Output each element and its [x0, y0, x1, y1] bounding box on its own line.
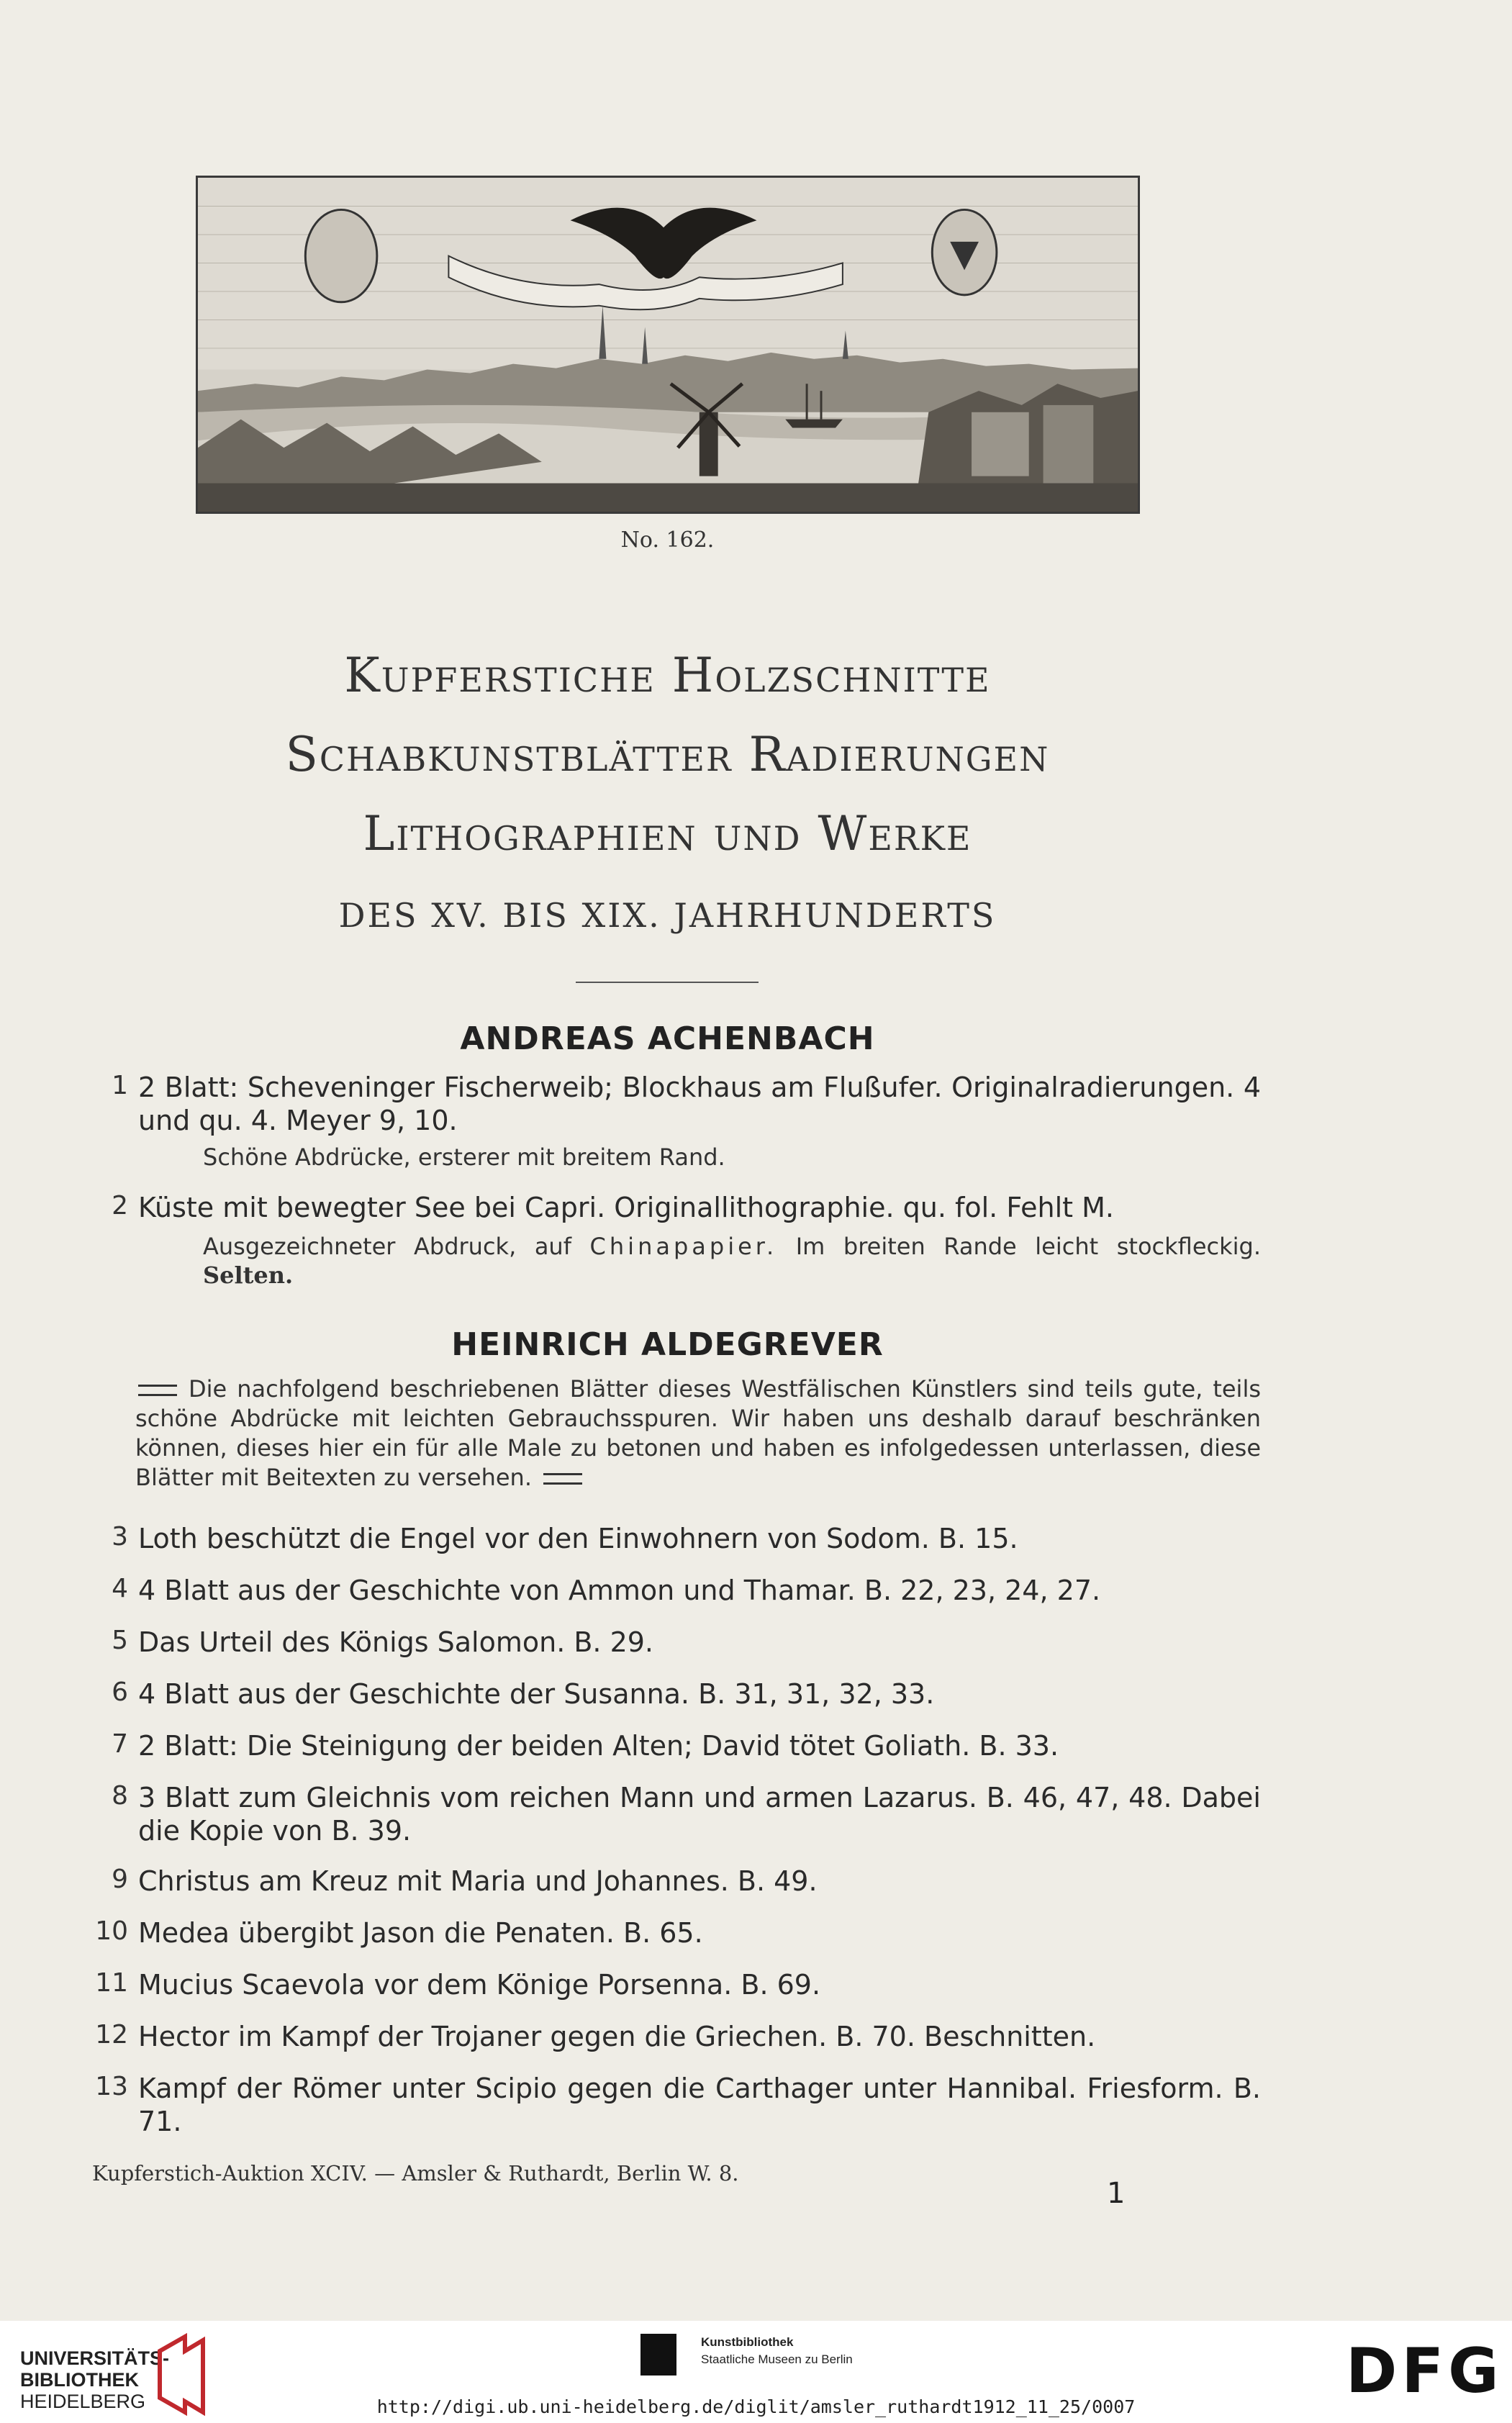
double-rule-icon: [138, 1385, 177, 1396]
kb-line: Kunstbibliothek: [701, 2335, 794, 2349]
artist-heading-achenbach: ANDREAS ACHENBACH: [460, 1020, 875, 1057]
entry-number: 13: [95, 2072, 128, 2101]
entry-number: 8: [112, 1781, 128, 1811]
engraving-image: [198, 178, 1138, 512]
entry-number: 7: [112, 1729, 128, 1759]
intro-text: Die nachfolgend beschriebenen Blätter dieses Westfälischen Künstlers sind teils gute, teils schöne Abdrücke mit leichten Gebrauchsspuren. Wir haben uns deshalb darauf beschränken können, dieses hier ein für alle Male zu betonen und haben es infolgedessen unterlassen, diese Blätter mit Beitexten zu versehen.: [135, 1375, 1261, 1491]
entry-number: 1: [112, 1071, 128, 1100]
entry-text: 4 Blatt aus der Geschichte von Ammon und Thamar. B. 22, 23, 24, 27.: [138, 1575, 1101, 1606]
ub-logo-line: UNIVERSITÄTS-: [20, 2347, 170, 2369]
entry-text: Hector im Kampf der Trojaner gegen die Griechen. B. 70. Beschnitten.: [138, 2021, 1096, 2052]
title-divider: [576, 982, 759, 983]
note-rare-mark: Selten.: [203, 1262, 294, 1289]
kunstbibliothek-label: [701, 2334, 853, 2368]
title-line-3: Lithographien und Werke: [363, 806, 972, 861]
dfg-logo[interactable]: DFG: [1346, 2335, 1503, 2407]
page-number: 1: [1107, 2177, 1126, 2210]
entry-text: Loth beschützt die Engel vor den Einwohnern von Sodom. B. 15.: [138, 1523, 1018, 1554]
permalink-url[interactable]: http://digi.ub.uni-heidelberg.de/diglit/amsler_ruthardt1912_11_25/0007: [376, 2396, 1136, 2417]
entry-text: Das Urteil des Königs Salomon. B. 29.: [138, 1626, 654, 1658]
note-part: Im breiten Rande leicht stockfleckig.: [795, 1233, 1262, 1260]
entry-text: 4 Blatt aus der Geschichte der Susanna. B. 31, 31, 32, 33.: [138, 1678, 935, 1710]
entry-number: 11: [95, 1968, 128, 1998]
title-line-2: Schabkunstblätter Radierungen: [285, 727, 1050, 782]
entry-number: 9: [112, 1865, 128, 1894]
entry-text: Christus am Kreuz mit Maria und Johannes. B. 49.: [138, 1865, 818, 1897]
entry-text: 2 Blatt: Die Steinigung der beiden Alten; David tötet Goliath. B. 33.: [138, 1730, 1059, 1762]
title-line-4: DES XV. BIS XIX. JAHRHUNDERTS: [338, 896, 997, 935]
entry-note: [203, 1232, 1261, 1290]
entry-number: 4: [112, 1574, 128, 1603]
entry-text: Medea übergibt Jason die Penaten. B. 65.: [138, 1917, 703, 1949]
entry-text: Küste mit bewegter See bei Capri. Originallithographie. qu. fol. Fehlt M.: [138, 1192, 1114, 1223]
kb-line: Staatliche Museen zu Berlin: [701, 2352, 853, 2366]
section-intro: [135, 1374, 1261, 1493]
entry-number: 12: [95, 2020, 128, 2050]
auction-imprint: Kupferstich-Auktion XCIV. — Amsler & Ruthardt, Berlin W. 8.: [92, 2161, 739, 2186]
note-part-spaced: Chinapapier.: [589, 1233, 778, 1260]
title-line-1: Kupferstiche Holzschnitte: [344, 648, 991, 703]
note-part: Ausgezeichneter Abdruck, auf: [203, 1233, 571, 1260]
entry-number: 2: [112, 1191, 128, 1220]
entry-number: 3: [112, 1522, 128, 1552]
entry-number: 5: [112, 1626, 128, 1655]
entry-text: Mucius Scaevola vor dem Könige Porsenna. B. 69.: [138, 1969, 821, 2001]
ub-logo-line: BIBLIOTHEK: [20, 2369, 139, 2391]
kunstbibliothek-logo-icon[interactable]: [640, 2334, 676, 2376]
ub-logo-line: HEIDELBERG: [20, 2391, 146, 2412]
entry-number: 6: [112, 1677, 128, 1707]
entry-text: 3 Blatt zum Gleichnis vom reichen Mann und armen Lazarus. B. 46, 47, 48. Dabei die Kopie von B. 39.: [138, 1782, 1261, 1847]
entry-text: 2 Blatt: Scheveninger Fischerweib; Blockhaus am Flußufer. Originalradierungen. 4 und qu. 4. Meyer 9, 10.: [138, 1072, 1261, 1136]
artist-heading-aldegrever: HEINRICH ALDEGREVER: [451, 1326, 884, 1363]
entry-note: Schöne Abdrücke, ersterer mit breitem Rand.: [203, 1143, 725, 1171]
entry-number: 10: [95, 1916, 128, 1946]
city-view-engraving: [196, 176, 1140, 514]
entry-text: Kampf der Römer unter Scipio gegen die Carthager unter Hannibal. Friesform. B. 71.: [138, 2073, 1261, 2137]
illustration-caption: No. 162.: [620, 527, 715, 553]
double-rule-icon: [543, 1473, 582, 1485]
